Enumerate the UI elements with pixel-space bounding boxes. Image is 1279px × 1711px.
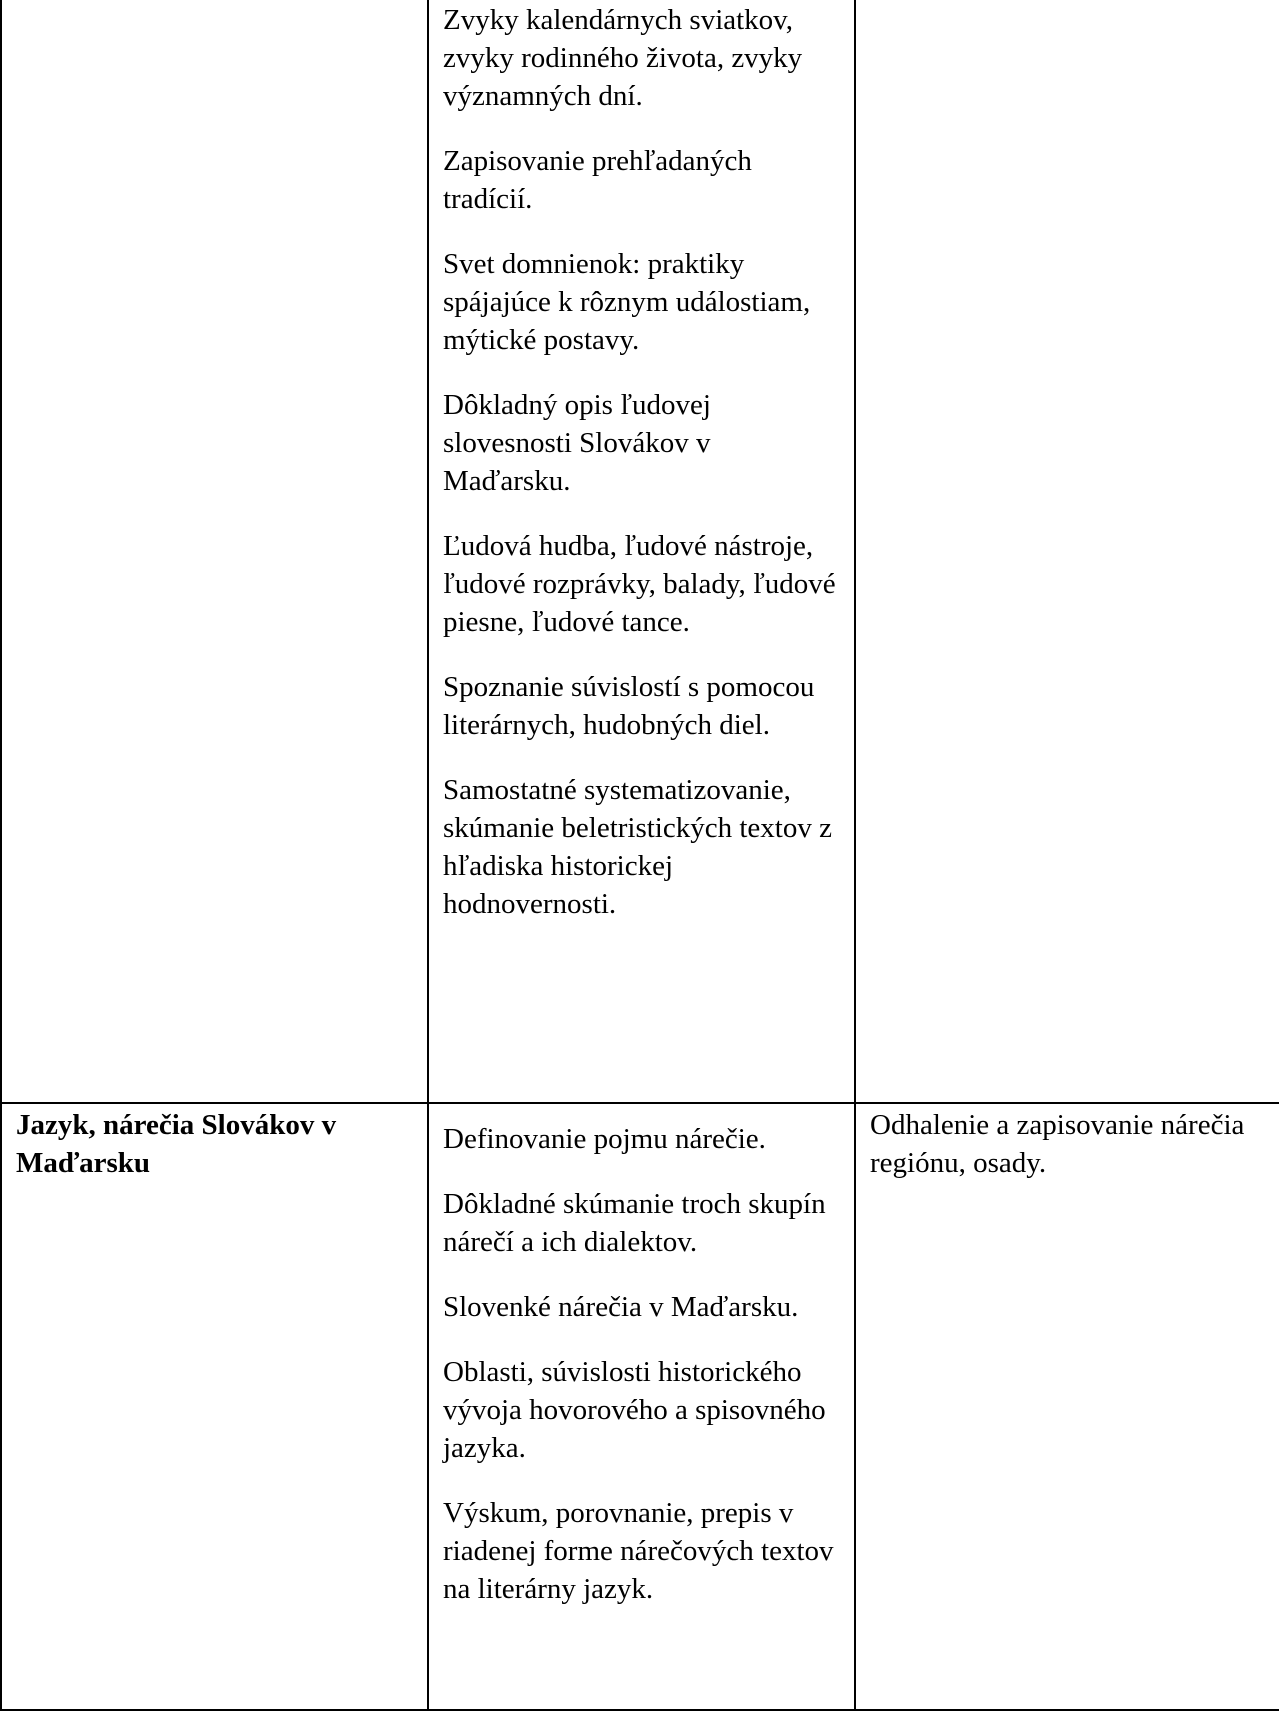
topic-title: Jazyk, nárečia Slovákov v Maďarsku <box>16 1109 337 1179</box>
content-cell <box>428 0 855 1103</box>
content-list <box>429 0 854 923</box>
content-paragraph: Zapisovanie prehľadaných tradícií. <box>443 145 752 215</box>
content-paragraph: Slovenké nárečia v Maďarsku. <box>443 1291 799 1323</box>
activity-text: Odhalenie a zapisovanie nárečia regiónu, osady. <box>870 1109 1245 1179</box>
content-cell <box>428 1103 855 1710</box>
topic-title <box>2 0 427 2</box>
activity-text <box>856 0 1279 2</box>
content-paragraph: Samostatné systematizovanie, skúmanie beletristických textov z hľadiska historickej hodnovernosti. <box>443 774 832 920</box>
topic-cell <box>1 1103 428 1710</box>
content-paragraph: Zvyky kalendárnych sviatkov, zvyky rodinného života, zvyky významných dní. <box>443 4 803 112</box>
content-paragraph: Výskum, porovnanie, prepis v riadenej forme nárečových textov na literárny jazyk. <box>443 1497 834 1605</box>
content-paragraph: Definovanie pojmu nárečie. <box>443 1123 766 1155</box>
content-paragraph: Spoznanie súvislostí s pomocou literárnych, hudobných diel. <box>443 671 815 741</box>
content-paragraph: Oblasti, súvislosti historického vývoja hovorového a spisovného jazyka. <box>443 1356 826 1464</box>
content-list <box>429 1104 854 1608</box>
content-paragraph: Dôkladné skúmanie troch skupín nárečí a ich dialektov. <box>443 1188 826 1258</box>
topic-cell <box>1 0 428 1103</box>
table-row <box>1 1103 1279 1710</box>
content-paragraph: Dôkladný opis ľudovej slovesnosti Slovákov v Maďarsku. <box>443 389 711 497</box>
table-row <box>1 0 1279 1103</box>
content-paragraph: Ľudová hudba, ľudové nástroje, ľudové rozprávky, balady, ľudové piesne, ľudové tance. <box>443 530 836 638</box>
content-paragraph: Svet domnienok: praktiky spájajúce k rôznym událostiam, mýtické postavy. <box>443 248 811 356</box>
activity-cell <box>855 0 1279 1103</box>
activity-cell <box>855 1103 1279 1710</box>
